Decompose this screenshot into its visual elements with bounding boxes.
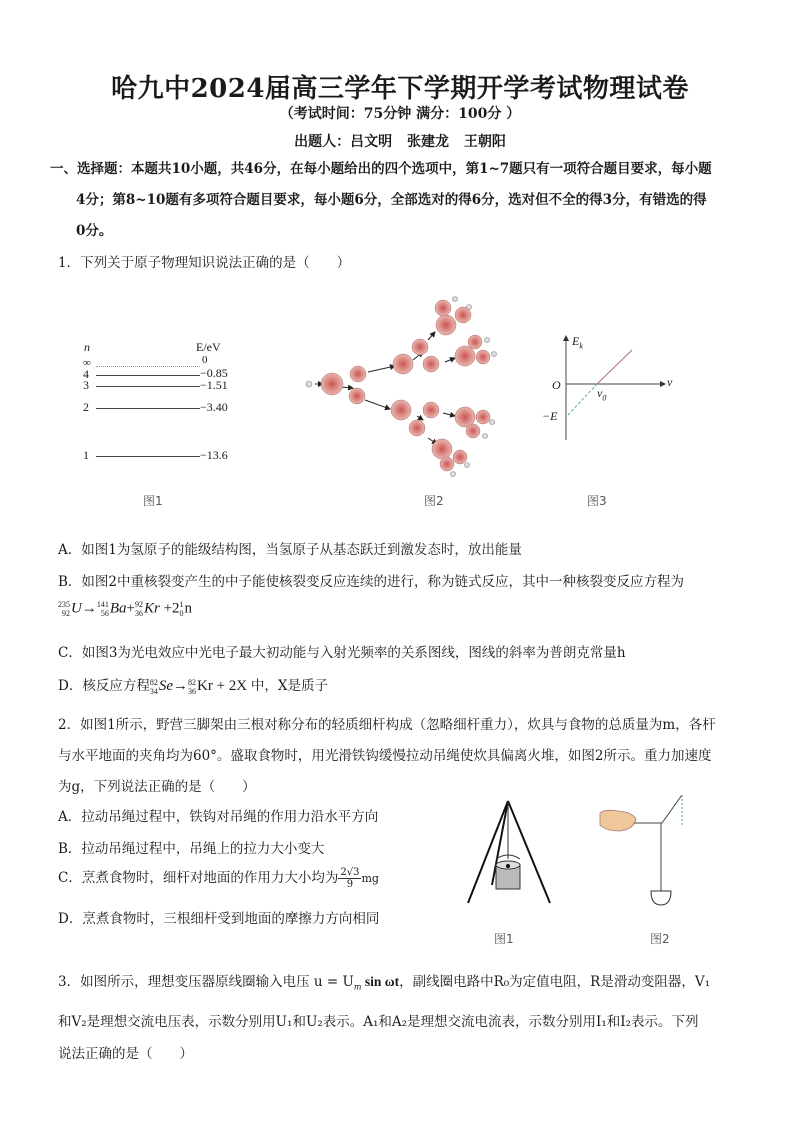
q2-stem [58, 710, 758, 803]
q1-option-b: B．如图2中重核裂变产生的中子能使核裂变反应连续的进行，称为链式反应，其中一种核裂变反应方程为 [58, 574, 685, 590]
level-2-line [96, 408, 200, 409]
q1-option-c: C．如图3为光电效应中光电子最大初动能与入射光频率的关系图线，图线的斜率为普朗克常量h [58, 645, 626, 661]
section-line-1: 一、选择题：本题共10小题，共46分，在每小题给出的四个选项中，第1~7题只有一项符合题目要求，每小题 [50, 161, 712, 177]
intercept-label: −E [542, 409, 558, 423]
x-axis-label: ν [667, 375, 673, 389]
q2-stem-line-3: 为g，下列说法正确的是（ ） [58, 779, 256, 795]
level-3-line [96, 386, 200, 387]
q1-figure-2-chain-reaction [295, 292, 510, 482]
level-4-e: −0.85 [200, 366, 228, 380]
q1-figure-1-energy-levels [80, 340, 240, 510]
q2-figure-2-hook-pull [598, 795, 698, 907]
q2-option-c: C．烹煮食物时，细杆对地面的作用力大小均为 $\frac{2√3}{9}$ mg [58, 867, 379, 890]
y-axis-label: $E_k$ [572, 334, 583, 351]
exam-info: （考试时间：75分钟 满分：100分 ） [279, 106, 521, 122]
q2-stem-line-1: 2．如图1所示，野营三脚架由三根对称分布的轻质细杆构成（忽略细杆重力），炊具与食物的总质量为m，各杆 [58, 717, 716, 733]
level-2-n: 2 [83, 400, 89, 414]
q1-figure-3-caption: 图3 [587, 494, 607, 508]
q1-option-d: D．核反应方程 82 34 Se→ 82 36 Kr + 2X 中，X是质子 [58, 677, 328, 696]
q3-stem-line-2: 和V₂是理想交流电压表，示数分别用U₁和U₂表示。A₁和A₂是理想交流电流表，示数分别用I₁和I₂表示。下列 [58, 1014, 699, 1030]
q2-figure-1-tripod [462, 797, 562, 909]
q1-option-b-equation: 235 92 U→ 141 56 Ba+ 92 36 Kr +2 1 0 n [58, 600, 193, 618]
level-inf-n: ∞ [83, 357, 91, 369]
q1-figure-2-caption: 图2 [424, 494, 444, 508]
q2-stem-line-2: 与水平地面的夹角均为60°。盛取食物时，用光滑铁钩缓慢拉动吊绳使炊具偏离火堆，如图2所示。重力加速度 [58, 748, 712, 764]
section-line-3: 0分。 [76, 223, 113, 239]
threshold-frequency-label: $\nu_0$ [597, 386, 607, 403]
q3-stem-line-3: 说法正确的是（ ） [58, 1046, 193, 1062]
q2-option-a: A．拉动吊绳过程中，铁钩对吊绳的作用力沿水平方向 [58, 809, 379, 825]
level-2-e: −3.40 [200, 400, 228, 414]
level-1-n: 1 [83, 448, 89, 462]
n-axis-label: n [84, 340, 90, 354]
q1-figure-3-photoelectric-graph [540, 330, 680, 450]
section-line-2: 4分；第8~10题有多项符合题目要求，每小题6分，全部选对的得6分，选对但不全的得3分，有错选的得 [76, 192, 707, 208]
level-inf-e: 0 [202, 354, 208, 366]
q2-figure-1-caption: 图1 [494, 932, 514, 946]
level-1-line [96, 456, 200, 457]
q1-figure-1-caption: 图1 [143, 494, 163, 508]
q1-option-a: A．如图1为氢原子的能级结构图，当氢原子从基态跃迁到激发态时，放出能量 [58, 542, 522, 558]
level-4-line [96, 375, 200, 376]
level-1-e: −13.6 [200, 448, 228, 462]
level-3-e: −1.51 [200, 378, 228, 392]
exam-title: 哈九中2024届高三学年下学期开学考试物理试卷 [111, 74, 689, 104]
origin-label: O [552, 378, 561, 392]
q3-stem-line-1: 3．如图所示，理想变压器原线圈输入电压 $u = U_m$ sin ωt，副线圈电路中R₀为定值电阻，R是滑动变阻器，V₁ [58, 974, 710, 992]
level-3-n: 3 [83, 378, 89, 392]
level-4-n: 4 [83, 367, 89, 381]
q1-stem: 1．下列关于原子物理知识说法正确的是（ ） [58, 255, 351, 271]
q2-option-d: D．烹煮食物时，三根细杆受到地面的摩擦力方向相同 [58, 911, 380, 927]
energy-axis-label: E/eV [196, 340, 221, 354]
q2-option-b: B．拉动吊绳过程中，吊绳上的拉力大小变大 [58, 841, 325, 857]
section-instructions [50, 154, 758, 247]
exam-authors: 出题人：吕文明 张建龙 王朝阳 [294, 134, 506, 150]
level-inf-line [96, 366, 200, 367]
q2-figure-2-caption: 图2 [650, 932, 670, 946]
